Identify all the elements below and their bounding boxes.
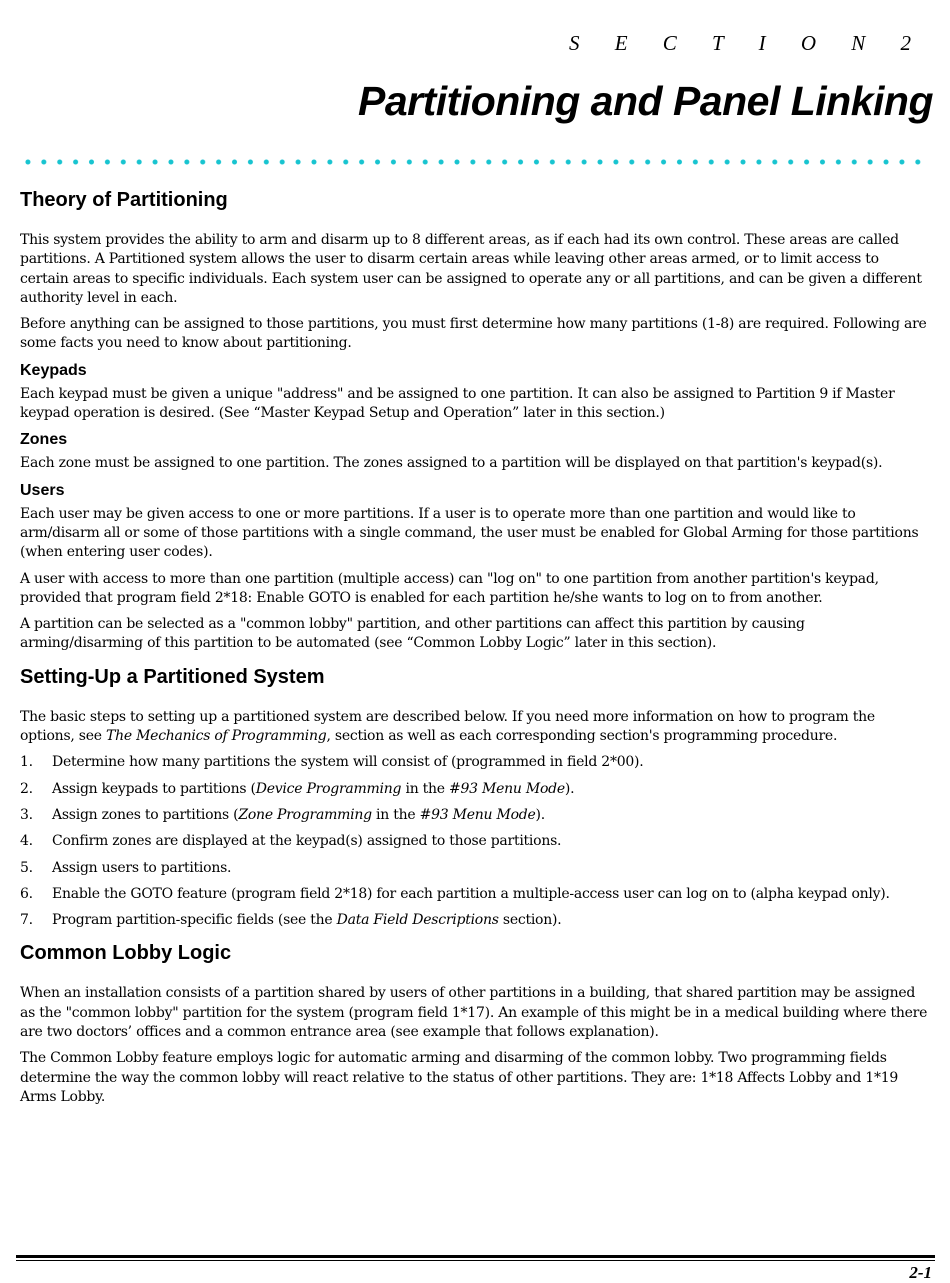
section-label: S E C T I O N 2 (568, 31, 926, 55)
paragraph: Before anything can be assigned to those partitions, you must first determine how many partitions (1-8) are required. Following are some facts you need to know about partitioning. (20, 316, 927, 352)
page-number: 2-1 (909, 1263, 932, 1282)
text-run: Program partition-specific fields (see the (52, 912, 337, 929)
italic-reference: Data Field Descriptions (336, 912, 499, 929)
text-run: Assign users to partitions. (52, 859, 232, 876)
paragraph: Each keypad must be given a unique "address" and be assigned to one partition. It can also be assigned to Partition 9 if Master keypad operation is desired. (See “Master Keypad Setup and Operation” later in this section.) (20, 385, 895, 422)
paragraph (20, 708, 930, 747)
text-run: Enable the GOTO feature (program field 2*18) for each partition a multiple-access user can log on to (alpha keypad only). (52, 885, 890, 902)
text-run: Assign zones to partitions ( (52, 806, 239, 823)
text-run: Assign keypads to partitions ( (52, 780, 256, 797)
step-number: 4. (20, 833, 33, 850)
italic-reference: #93 Menu Mode (419, 806, 536, 823)
heading-setting-up-partitioned-system: Setting-Up a Partitioned System (20, 665, 325, 688)
list-item (20, 911, 930, 930)
italic-reference: #93 Menu Mode (449, 780, 565, 797)
list-item (20, 806, 930, 825)
step-number: 6. (20, 885, 33, 902)
paragraph: The Common Lobby feature employs logic for automatic arming and disarming of the common lobby. Two programming fields determine the way the common lobby will react relative to the status of other partitions. They are: 1*18 Affects Lobby and 1*19 Arms Lobby. (20, 1050, 899, 1105)
setup-steps-list (20, 753, 930, 930)
list-item (20, 859, 930, 878)
paragraph: Each user may be given access to one or more partitions. If a user is to operate more than one partition and would like to arm/disarm all or some of those partitions with a single command, the user must be enabled for Global Arming for those partitions (when entering user codes). (20, 505, 919, 561)
subheading-zones: Zones (20, 431, 68, 449)
list-item (20, 832, 930, 851)
page-body (20, 184, 930, 1114)
paragraph: Each zone must be assigned to one partition. The zones assigned to a partition will be displayed on that partition's keypad(s). (20, 455, 883, 472)
text-run: The basic steps to setting up a partitioned system are described below. If you need more information on how to program the options, see (20, 708, 875, 745)
italic-reference: The Mechanics of Programming (105, 728, 327, 745)
paragraph: This system provides the ability to arm and disarm up to 8 different areas, as if each had its own control. These areas are called partitions. A Partitioned system allows the user to disarm certain areas while leaving other areas armed, or to limit access to certain areas to specific individuals. Each system user can be assigned to operate any or all partitions, and can be given a different authority level in each. (20, 232, 922, 306)
heading-theory-of-partitioning: Theory of Partitioning (20, 189, 228, 211)
text-run: section). (498, 912, 562, 929)
list-item (20, 753, 930, 772)
paragraph: When an installation consists of a partition shared by users of other partitions in a building, that shared partition may be assigned as the "common lobby" partition for the system (program field 1*17). An example of this might be in a medical building where there are two doctors’ offices and a common entrance area (see example that follows explanation). (20, 985, 928, 1041)
step-number: 1. (20, 754, 33, 771)
step-number: 5. (20, 859, 33, 876)
heading-common-lobby-logic: Common Lobby Logic (20, 942, 232, 965)
subheading-users: Users (20, 481, 65, 499)
text-run: Determine how many partitions the system will consist of (programmed in field 2*00). (52, 754, 644, 771)
text-run: in the (371, 806, 420, 823)
list-item (20, 780, 930, 799)
italic-reference: Zone Programming (238, 806, 372, 823)
footer-rule-thin (16, 1260, 935, 1261)
paragraph: A partition can be selected as a "common lobby" partition, and other partitions can affect this partition by causing arming/disarming of this partition to be automated (see “Common Lobby Logic” later in this section). (20, 616, 805, 652)
step-number: 2. (20, 780, 33, 797)
text-run: Confirm zones are displayed at the keypad(s) assigned to those partitions. (52, 833, 562, 850)
text-run: in the (401, 780, 450, 797)
text-run: ). (564, 780, 575, 797)
footer-rule (16, 1255, 935, 1258)
paragraph: A user with access to more than one partition (multiple access) can "log on" to one partition from another partition's keypad, provided that program field 2*18: Enable GOTO is enabled for each partition he/she wants to log on to from another. (20, 570, 879, 606)
italic-reference: Device Programming (255, 780, 402, 797)
text-run: , section as well as each corresponding section's programming procedure. (326, 728, 838, 745)
subheading-keypads: Keypads (20, 361, 87, 379)
step-number: 7. (20, 912, 33, 929)
list-item (20, 885, 930, 904)
step-number: 3. (20, 806, 33, 823)
page-title: Partitioning and Panel Linking (358, 78, 933, 124)
dotted-divider (20, 157, 922, 167)
text-run: ). (535, 806, 545, 823)
